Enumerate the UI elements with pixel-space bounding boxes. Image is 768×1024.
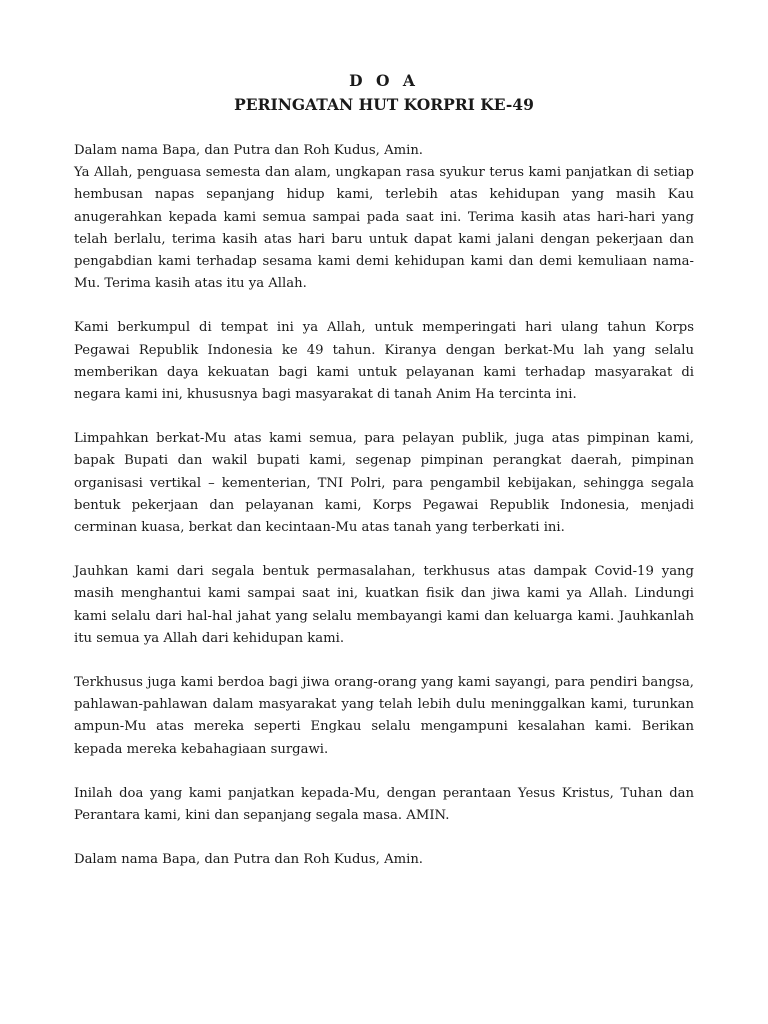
paragraph-6: Inilah doa yang kami panjatkan kepada-Mu, dengan perantaan Yesus Kristus, Tuhan dan Perantara kami, kini dan sepanjang segala masa. AMIN. <box>74 785 694 824</box>
document-subtitle: PERINGATAN HUT KORPRI KE-49 <box>234 95 534 114</box>
paragraph-4: Jauhkan kami dari segala bentuk permasalahan, terkhusus atas dampak Covid-19 yang masih menghantui kami sampai saat ini, kuatkan fisik dan jiwa kami ya Allah. Lindungi kami selalu dari hal-hal jahat yang selalu membayangi kami dan keluarga kami. Jauhkanlah itu semua ya Allah dari kehidupan kami. <box>74 564 694 646</box>
paragraph-1: Ya Allah, penguasa semesta dan alam, ungkapan rasa syukur terus kami panjatkan di setiap hembusan napas sepanjang hidup kami, terlebih atas kehidupan yang masih Kau anugerahkan kepada kami semua sampai pada saat ini. Terima kasih atas hari-hari yang telah berlalu, terima kasih atas hari baru untuk dapat kami jalani dengan pekerjaan dan pengabdian kami terhadap sesama kami demi kehidupan kami dan demi kemuliaan nama-Mu. Terima kasih atas itu ya Allah. <box>74 165 694 292</box>
opening-line: Dalam nama Bapa, dan Putra dan Roh Kudus, Amin. <box>74 143 423 158</box>
document-page <box>74 70 694 893</box>
paragraph-5: Terkhusus juga kami berdoa bagi jiwa orang-orang yang kami sayangi, para pendiri bangsa, pahlawan-pahlawan dalam masyarakat yang telah lebih dulu meninggalkan kami, turunkan ampun-Mu atas mereka seperti Engkau selalu mengampuni kesalahan kami. Berikan kepada mereka kebahagiaan surgawi. <box>74 675 694 757</box>
document-title: D O A <box>349 71 419 90</box>
paragraph-3: Limpahkan berkat-Mu atas kami semua, para pelayan publik, juga atas pimpinan kami, bapak Bupati dan wakil bupati kami, segenap pimpinan perangkat daerah, pimpinan organisasi vertikal – kementerian, TNI Polri, para pengambil kebijakan, sehingga segala bentuk pekerjaan dan pelayanan kami, Korps Pegawai Republik Indonesia, menjadi cerminan kuasa, berkat dan kecintaan-Mu atas tanah yang terberkati ini. <box>74 431 694 536</box>
paragraph-2: Kami berkumpul di tempat ini ya Allah, untuk memperingati hari ulang tahun Korps Pegawai Republik Indonesia ke 49 tahun. Kiranya dengan berkat-Mu lah yang selalu memberikan daya kekuatan bagi kami untuk pelayanan kami terhadap masyarakat di negara kami ini, khususnya bagi masyarakat di tanah Anim Ha tercinta ini. <box>74 320 694 403</box>
closing-line: Dalam nama Bapa, dan Putra dan Roh Kudus, Amin. <box>74 852 423 868</box>
